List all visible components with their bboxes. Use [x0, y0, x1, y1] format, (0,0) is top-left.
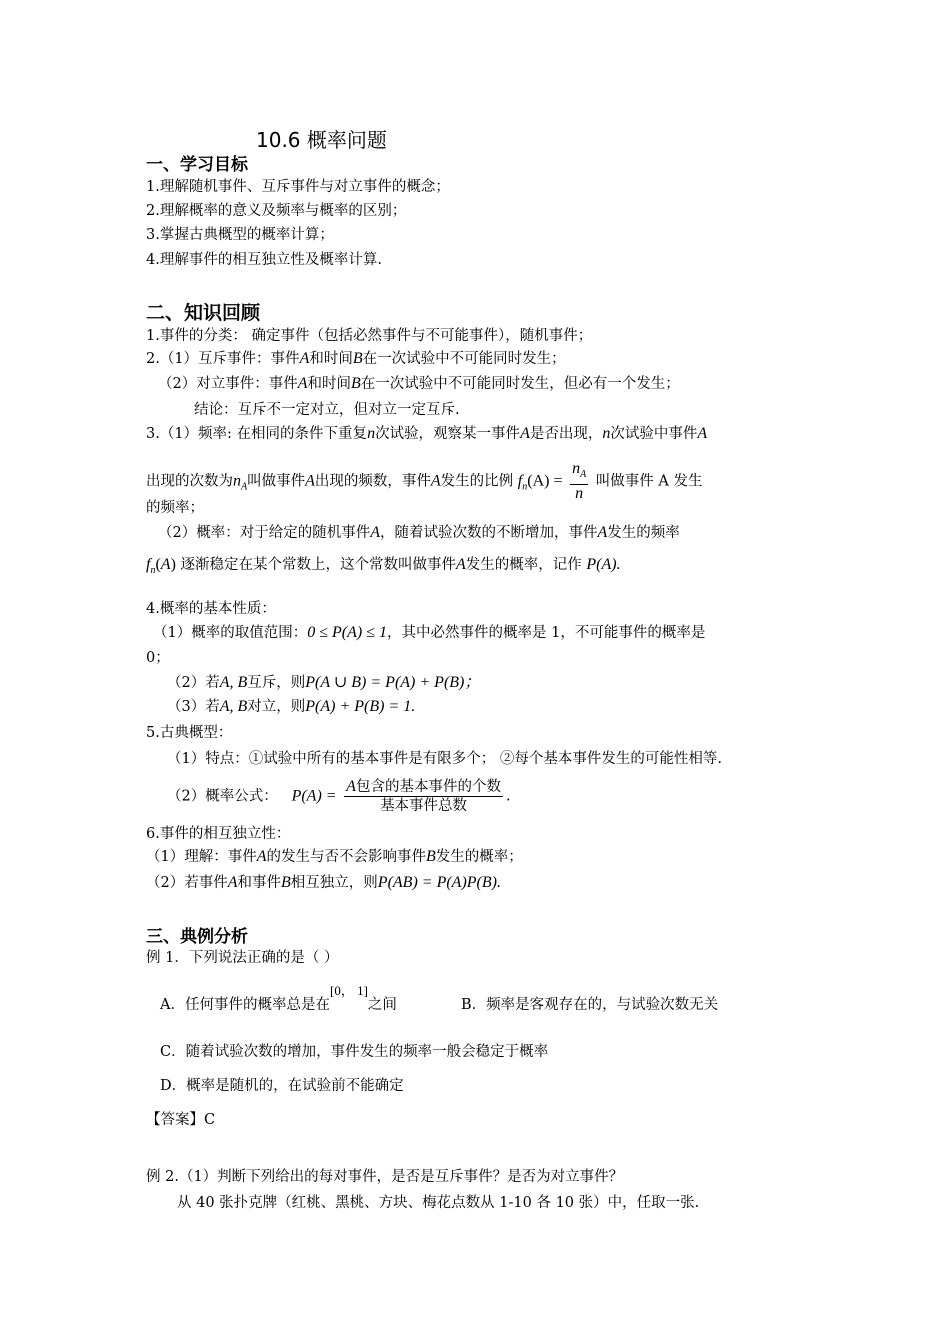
review-line: 4.概率的基本性质：	[146, 601, 276, 617]
review-line: 5.古典概型：	[146, 725, 233, 741]
example-text: 从 40 张扑克牌（红桃、黑桃、方块、梅花点数从 1-10 各 10 张）中，任取一张.	[177, 1195, 700, 1211]
review-line: $f_n(A)$ 逐渐稳定在某个常数上，这个常数叫做事件A发生的概率，记作 P(A).	[146, 556, 621, 576]
goal-item: 4.理解事件的相互独立性及概率计算.	[146, 252, 382, 268]
example-question: 例 2.（1）判断下列给出的每对事件，是否是互斥事件？是否为对立事件？	[146, 1169, 624, 1185]
classic-probability-fraction: $\frac{\text{A包含的基本事件的个数}}{\text{基本事件总数}}$	[346, 778, 501, 814]
review-line: 结论：互斥不一定对立，但对立一定互斥.	[194, 402, 460, 418]
review-line: 3.（1）频率: 在相同的条件下重复n次试验，观察某一事件A是否出现，n次试验中事件A	[146, 425, 708, 442]
review-line: 6.事件的相互独立性：	[146, 826, 291, 842]
option-a: A．任何事件的概率总是在[0， 1]之间	[160, 983, 397, 1013]
review-line: 0；	[146, 650, 170, 666]
page-title: 10.6 概率问题	[256, 128, 387, 152]
review-line: 出现的次数为$n_A$叫做事件A出现的频数，事件A发生的比例 $f_n(A)$ = $\frac{n_A}{n}$ 叫做事件 A 发生	[146, 460, 703, 502]
answer: 【答案】C	[146, 1112, 216, 1128]
review-line: （1）概率的取值范围：0 ≤ P(A) ≤ 1，其中必然事件的概率是 1，不可能事件的概率是	[153, 624, 706, 641]
review-line: （1）理解：事件A的发生与否不会影响事件B发生的概率；	[146, 848, 523, 865]
goal-item: 3.掌握古典概型的概率计算；	[146, 227, 334, 243]
example-question: 例 1．下列说法正确的是（ ）	[146, 950, 339, 966]
section-heading-review: 二、知识回顾	[146, 302, 261, 324]
review-line: （2）概率：对于给定的随机事件A，随着试验次数的不断增加，事件A发生的频率	[158, 524, 680, 541]
review-line: （2）若事件A和事件B相互独立，则P(AB) = P(A)P(B).	[146, 874, 501, 891]
goal-item: 2.理解概率的意义及频率与概率的区别；	[146, 203, 407, 219]
review-line: （2）概率公式： P(A) = $\frac{\text{A包含的基本事件的个数}}{\text{基本事件总数}}$ .	[167, 778, 511, 814]
frequency-fraction: $\frac{n_A}{n}$	[572, 460, 587, 502]
review-line: （1）特点：①试验中所有的基本事件是有限多个； ②每个基本事件发生的可能性相等.	[167, 751, 722, 767]
option-b: B．频率是客观存在的，与试验次数无关	[461, 997, 719, 1013]
goal-item: 1.理解随机事件、互斥事件与对立事件的概念；	[146, 179, 450, 195]
review-line: （2）若A, B互斥，则P(A ∪ B) = P(A) + P(B)；	[167, 674, 481, 691]
option-d: D．概率是随机的，在试验前不能确定	[160, 1078, 404, 1094]
section-heading-goals: 一、学习目标	[146, 155, 248, 175]
section-heading-examples: 三、典例分析	[146, 927, 248, 947]
review-line: 1.事件的分类： 确定事件（包括必然事件与不可能事件），随机事件；	[146, 328, 593, 344]
review-line: 2.（1）互斥事件：事件A和时间B在一次试验中不可能同时发生；	[146, 350, 566, 367]
review-line: 的频率；	[146, 500, 204, 516]
option-c: C．随着试验次数的增加，事件发生的频率一般会稳定于概率	[160, 1044, 549, 1060]
review-line: （3）若A, B对立，则P(A) + P(B) = 1.	[167, 698, 416, 715]
review-line: （2）对立事件：事件A和时间B在一次试验中不可能同时发生，但必有一个发生；	[158, 375, 680, 392]
